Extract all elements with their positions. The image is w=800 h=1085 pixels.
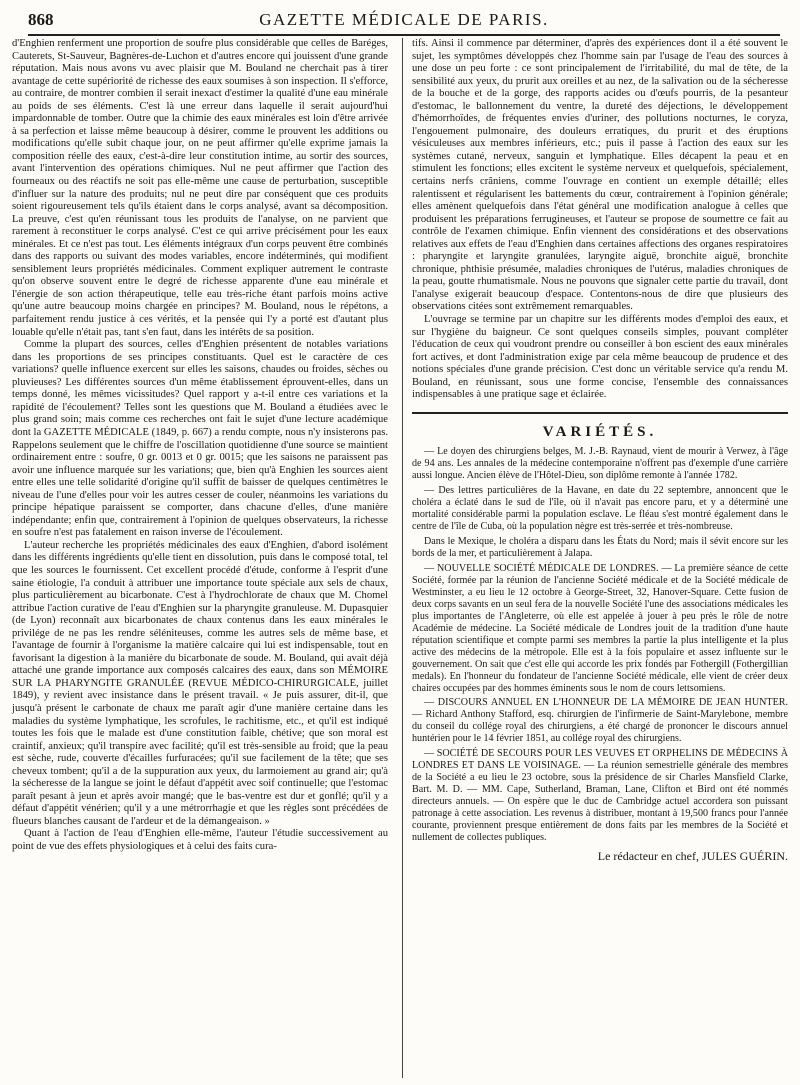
news-item: — Des lettres particulières de la Havane, en date du 22 septembre, annoncent que le choléra a éclaté dans le sud de l'île, où il n'avait pas encore paru, et y a déterminé une mortalité considérable parmi la population esclave. Le fléau s'est montré également dans le centre de l'île de Cuba, où la population nègre est très-serrée et très-nombreuse. <box>412 485 788 533</box>
editor-signature: Le rédacteur en chef, JULES GUÉRIN. <box>597 848 788 863</box>
section-separator <box>412 412 788 414</box>
section-title: VARIÉTÉS. <box>542 423 658 440</box>
paragraph: d'Enghien renferment une proportion de soufre plus considérable que celles de Baréges, Cauterets, St-Sauveur, Bagnères-de-Luchon et d'autres encore qui jouissent d'une grande réputation. Mais nous avons vu avec plaisir que M. Bouland ne cherchait pas à tirer avantage de cette supériorité de richesse des eaux soumises à son inspection. Il s'efforce, au contraire, de montrer combien il serait inexact d'estimer la qualité d'une eau minérale au poids de ses éléments. C'est là une erreur dans laquelle il serait aujourd'hui impardonnable de tomber. Outre que la chimie des eaux minérales est loin d'être arrivée à sa perfection et laisse même beaucoup à désirer, comme le prouvent les additions ou modifications qu'elle subit chaque jour, on ne peut affirmer qu'elle exprime jamais la composition réelle des eaux, c'est-à-dire leur constitution intime, au sortir des sources, avant l'intervention des opérations chimiques. Nul ne peut affirmer que l'action des fourneaux ou des réactifs ne soit pas elle-même une cause de perturbation, susceptible d'influer sur la nature des produits; nul ne peut dire par conséquent que ces produits soient rigoureusement tels qu'ils étaient dans le corps analysé, avant sa décomposition. La preuve, c'est qu'en réunissant tous les produits de l'analyse, on ne parvient que rarement à reconstituer le corps analysé. C'est ce qui arrive précisément pour les eaux minérales. Et ce n'est pas tout. Les éléments intégraux d'un corps peuvent être combinés dans des rapports ou suivant des modes variables, encore indéterminés, qui modifient sensiblement leurs propriétés médicinales. Comment expliquer autrement le contraste qu'on observe souvent entre le degré de richesse apparente d'une eau minérale et l'énergie de son action thérapeutique, telle eau très-riche étant parfois moins active qu'une autre beaucoup moins chargée en principes? M. Bouland, nous le répétons, a parfaitement rendu justice à ces vérités, et la pensée qui l'y a porté est d'autant plus louable qu'elle n'était pas, tant s'en faut, dans les intérêts de sa position. <box>12 38 388 338</box>
page-header <box>28 8 780 32</box>
paragraph: Quant à l'action de l'eau d'Enghien elle-même, l'auteur l'étudie successivement au point de vue des effets physiologiques et à celui des faits cura- <box>12 828 388 852</box>
news-item: Dans le Mexique, le choléra a disparu dans les États du Nord; mais il sévit encore sur les bords de la mer, et particulièrement à Jalapa. <box>412 536 788 560</box>
news-item: — NOUVELLE SOCIÉTÉ MÉDICALE DE LONDRES. — La première séance de cette Société, formée par la réunion de l'ancienne Société médicale et de la Société médicale de Westminster, a eu lieu le 12 octobre à George-Street, 32, Hanover-Square. Cette fusion de deux corps savants en un seul fera de la nouvelle Société l'une des associations médicales les plus importantes de l'Angleterre, où elle est appelée à jouer à peu près le rôle de notre Académie de médecine. La Société médicale de Londres jouit de la tradition d'une haute réputation scientifique et compte parmi ses membres la partie la plus intelligente et la plus active des médecins de la métropole. Elle est à la fois populaire et assez influente sur le gouvernement. On sait que c'est elle qui accorde les prix fondés par Fothergill (Fothergillian medals). En l'honneur du fondateur de l'ancienne Société médicale, elle vient de créer deux chaires occupées par des hommes éminents sous le nom de cours lettsomiens. <box>412 562 788 694</box>
column-divider <box>402 38 403 1078</box>
news-item: — SOCIÉTÉ DE SECOURS POUR LES VEUVES ET ORPHELINS DE MÉDECINS À LONDRES ET DANS LE VOISINAGE. — La réunion semestrielle générale des membres de la Société a eu lieu le 23 octobre, sous la présidence de sir Charles Mansfield Clarke, Bart. M. D. — MM. Cape, Sutherland, Braman, Lane, Clifton et Bird ont été nommés directeurs annuels. — On espère que le duc de Cambridge actuel accordera son puissant patronage à cette association. Les revenus à distribuer, montant à 19,500 francs pour l'année courante, proviennent presque entièrement de dons faits par les membres de la Société et nullement de collectes publiques. <box>412 748 788 843</box>
right-column <box>412 38 788 862</box>
paragraph: tifs. Ainsi il commence par déterminer, d'après des expériences dont il a été souvent le sujet, les symptômes développés chez l'homme sain par l'usage de l'eau des sources à une dose un peu forte : ce sont principalement de l'irritabilité, du mal de tête, de la sensibilité aux yeux, du prurit aux oreilles et au nez, de la salivation ou de la sécheresse de la bouche et de la gorge, des rapports acides ou d'œufs pourris, de la pesanteur d'estomac, le ballonnement du ventre, la dureté des déjections, le développement d'hémorrhoïdes, de fréquentes envies d'uriner, des pollutions nocturnes, le coryza, l'engouement pulmonaire, des douleurs erratiques, du prurit et des éruptions vésiculeuses aux membres inférieurs, etc.; puis il passe à l'action des eaux sur les systèmes cutané, nerveux, sanguin et lymphatique. Elles décapent la peau et en stimulent les fonctions; elles excitent le système nerveux et quelquefois, spécialement, certains nerfs crâniens, comme l'ouvrage en contient un exemple détaillé; elles ralentissent et régularisent les battements du cœur, contrairement à l'opinion générale; elles amènent quelquefois dans l'état général une modification analogue à celles que produisent les préparations ferrugineuses, et l'auteur se propose de soumettre ce fait au contrôle de l'examen chimique. Enfin viennent des considérations et des observations relatives aux effets de l'eau d'Enghien dans certaines affections des organes respiratoires : pharyngite et laryngite granulées, laryngite aiguë, bronchite aiguë, bronchite chronique, phthisie présumée, maladies chroniques de l'utérus, maladies chroniques de la peau, goutte rhumatismale. Nous ne pouvons que signaler cette partie du travail, dont l'analyse exigerait beaucoup d'espace. Contentons-nous de dire que plusieurs des observations citées sont extrêmement remarquables. <box>412 38 788 313</box>
paragraph: L'ouvrage se termine par un chapitre sur les différents modes d'emploi des eaux, et sur l'hygiène du baigneur. Ce sont quelques conseils simples, pouvant compléter l'éducation de ceux qui voudront prendre ou conseiller à bon escient des eaux minérales fort actives, et dont l'administration exige par cela même beaucoup de prudence et des notions spéciales d'une grande précision. C'est donc un véritable service qu'a rendu M. Bouland, en réunissant, sous une forme concise, l'ensemble des connaissances indispensables à une pratique sage et éclairée. <box>412 314 788 401</box>
left-column <box>12 38 388 854</box>
paragraph: Comme la plupart des sources, celles d'Enghien présentent de notables variations dans les proportions de ses principes constituants. Quel est le caractère de ces variations? quelle influence exercent sur elles les saisons, chaudes ou froides, sèches ou pluvieuses? Les différentes sources d'un même établissement éprouvent-elles, dans un temps donné, les mêmes vicissitudes? Quel rapport y a-t-il entre ces variations et la rapidité de l'écoulement? Telles sont les questions que M. Bouland a étudiées avec le plus grand soin; mais comme ces recherches ont fait le sujet d'une lecture académique dont la GAZETTE MÉDICALE (1849, p. 667) a rendu compte, nous n'y insisterons pas. Rappelons seulement que le chiffre de l'oscillation quotidienne d'une source se maintient ordinairement entre : soufre, 0 gr. 0013 et 0 gr. 0015; que les saisons ne paraissent pas avoir une influence marquée sur les variations; que, bien qu'à Enghien les sources aient entre elles une telle solidarité d'origine qu'il suffit de baisser de quelques centimètres le niveau de l'une d'elles pour voir les autres cesser de couler, néanmoins les variations du principe hépatique paraissent se comporter, dans chacune d'elles, d'une manière indépendante; enfin que, contrairement à l'opinion de quelques observateurs, la richesse en soufre n'est pas fatalement en raison inverse de l'écoulement. <box>12 339 388 539</box>
paragraph: L'auteur recherche les propriétés médicinales des eaux d'Enghien, d'abord isolément dans les différents ingrédients qu'elle tient en dissolution, puis dans le composé total, tel que les sources le fournissent. Cet excellent procédé d'étude, conforme à l'esprit d'une saine étiologie, l'a conduit à attribuer une importance toute spéciale aux sels de chaux, plus particulièrement au bicarbonate. C'est à l'hydrochlorate de chaux que M. Chomel attribue l'action curative de l'eau d'Enghien sur la pharyngite granuleuse. M. Dupasquier (de Lyon) reconnaît aux bicarbonates de chaux contenus dans les eaux minérales le privilége de ne pas les rendre séléniteuses, comme les autres sels de même base, et l'avantage de fournir à l'organisme la matière calcaire qui lui est indispensable, tout en favorisant la digestion à la manière du bicarbonate de soude. M. Bouland, qui avait déjà attaché une grande importance aux composés calcaires des eaux, dans son MÉMOIRE SUR LA PHARYNGITE GRANULÉE (REVUE MÉDICO-CHIRURGICALE, juillet 1849), y revient avec insistance dans le présent travail. « Je puis assurer, dit-il, que jusqu'à présent le carbonate de chaux me paraît agir d'une manière certaine dans les maladies du système lymphatique, les scrofules, le rachitisme, etc., et qu'il est indiqué toutes les fois que le malade est d'une constitution faible, chétive; que son moral est craintif, anxieux; qu'il transpire avec facilité; qu'il est très-sensible au froid; que la peau est sèche, rude, couverte d'écailles furfuracées; qu'il sue facilement de la tête; que ses cheveux tombent; qu'il a de la suppuration aux yeux, du larmoiement au grand air; qu'à la sécheresse de la langue se joint le défaut d'appétit avec soif continuelle; que l'estomac paraît pesant à jeun et après avoir mangé; que le bas-ventre est dur et gonflé; qu'il y a défaut d'appétit vénérien; qu'il y a une métrorrhagie et que les règles sont précédées de flueurs blanches causant de l'ardeur et de la démangeaison. » <box>12 539 388 827</box>
journal-title: GAZETTE MÉDICALE DE PARIS. <box>259 10 549 29</box>
news-item: — Le doyen des chirurgiens belges, M. J.-B. Raynaud, vient de mourir à Verwez, à l'âge de 94 ans. Les annales de la médecine contemporaine n'offrent pas d'exemple d'une carrière aussi longue. Ancien élève de l'Hôtel-Dieu, son diplôme remonte à l'année 1782. <box>412 446 788 482</box>
page-number: 868 <box>28 10 54 29</box>
header-rule <box>28 34 780 36</box>
news-item: — DISCOURS ANNUEL EN L'HONNEUR DE LA MÉMOIRE DE JEAN HUNTER. — Richard Anthony Stafford, esq. chirurgien de l'infirmerie de Saint-Marylebone, membre du conseil du collége royal des chirurgiens, a été chargé de prononcer le discours annuel huntérien pour le 14 février 1851, au collége royal des chirurgiens. <box>412 697 788 745</box>
